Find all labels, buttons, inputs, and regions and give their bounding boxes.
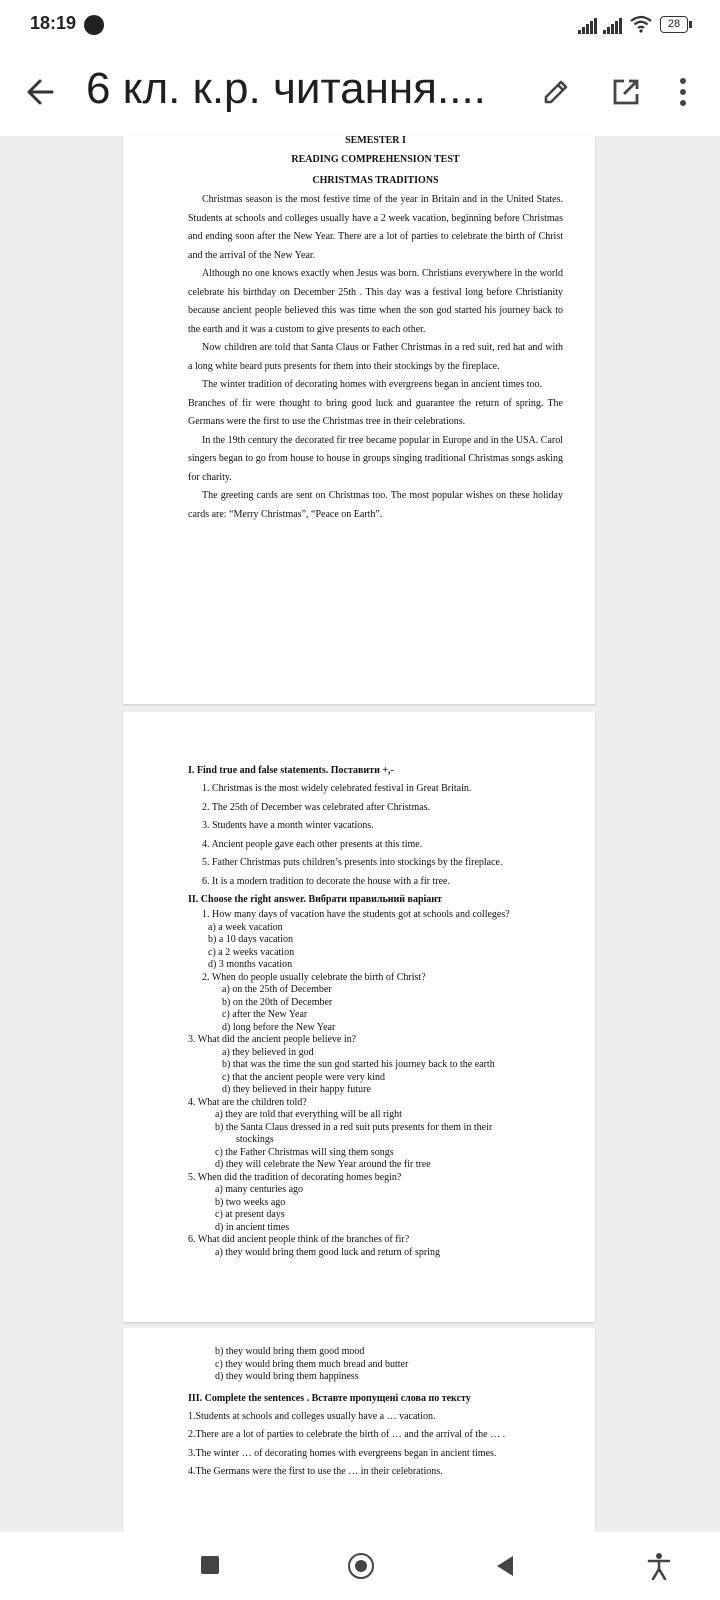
sentence-item: 1.Students at schools and colleges usually have a … vacation. bbox=[188, 1410, 436, 1422]
question-line: a) many centuries ago bbox=[215, 1184, 304, 1195]
back-icon[interactable] bbox=[497, 1556, 513, 1576]
section-2-title: II. Choose the right answer. Вибрати правильний варіант bbox=[188, 894, 442, 905]
status-bar bbox=[0, 0, 720, 50]
question-line: 6. What did ancient people think of the branches of fir? bbox=[188, 1234, 410, 1245]
question-line: 5. When did the tradition of decorating homes begin? bbox=[188, 1171, 402, 1183]
more-options-icon[interactable] bbox=[677, 76, 689, 108]
question-line: c) after the New Year bbox=[222, 1009, 308, 1020]
question-line: a) a week vacation bbox=[208, 921, 283, 933]
question-line: 4. What are the children told? bbox=[188, 1096, 307, 1108]
status-time: 18:19 bbox=[30, 13, 77, 33]
open-external-icon[interactable] bbox=[610, 76, 642, 108]
question-line: a) on the 25th of December bbox=[222, 984, 332, 995]
section-1-title: I. Find true and false statements. Поставити +,- bbox=[188, 765, 394, 776]
question-line: 3. What did the ancient people believe in? bbox=[188, 1034, 357, 1045]
question-line: d) in ancient times bbox=[215, 1221, 290, 1233]
signal-icon-2 bbox=[603, 16, 623, 34]
sentence-item: 3.The winter … of decorating homes with evergreens began in ancient times. bbox=[188, 1447, 497, 1459]
page-2-content bbox=[188, 762, 563, 1259]
question-line: c) the Father Christmas will sing them songs bbox=[215, 1146, 394, 1158]
question-line: b) that was the time the sun god started his journey back to the earth bbox=[222, 1059, 495, 1070]
answer-option: d) they would bring them happiness bbox=[215, 1371, 359, 1382]
question-line: d) 3 months vacation bbox=[208, 959, 293, 970]
section-3-title: III. Complete the sentences . Вставте пропущені слова по тексту bbox=[188, 1392, 471, 1404]
paragraph: Now children are told that Santa Claus or Father Christmas in a red suit, red hat and with a long white beard puts presents for them into their stockings by the fireplace. bbox=[188, 342, 563, 372]
paragraph: Branches of fir were thought to bring good luck and guarantee the return of spring. The Germans were the first to use the Christmas tree in their celebrations. bbox=[188, 397, 563, 427]
question-line: d) they will celebrate the New Year around the fir tree bbox=[215, 1159, 431, 1170]
statement-item: 6. It is a modern tradition to decorate the house with a fir tree. bbox=[202, 875, 450, 887]
document-page-2 bbox=[123, 712, 595, 1322]
semester-heading: SEMESTER I bbox=[345, 135, 406, 146]
answer-option: b) they would bring them good mood bbox=[215, 1346, 365, 1357]
question-line: b) on the 20th of December bbox=[222, 996, 333, 1008]
wifi-icon bbox=[630, 15, 652, 33]
question-line: b) two weeks ago bbox=[215, 1196, 286, 1208]
question-line: stockings bbox=[236, 1134, 274, 1145]
paragraph: Christmas season is the most festive time of the year in Britain and in the United States. Students at schools and colleges usually have a 2 week vacation, beginning before Christmas and ending soon after the New Year. There are a lot of parties to celebrate the birth of Christ and the arrival of the New Year. bbox=[188, 194, 563, 261]
text-heading: CHRISTMAS TRADITIONS bbox=[312, 175, 439, 186]
page-1-content bbox=[188, 136, 563, 524]
question-line: d) long before the New Year bbox=[222, 1021, 336, 1033]
paragraph: Although no one knows exactly when Jesus was born. Christians everywhere in the world celebrate his birthday on December 25th . This day was a festival long before Christianity because ancient people believed this was time when the son god started his journey back to the earth and it was a custom to give presents to each other. bbox=[188, 268, 563, 335]
question-line: 2. When do people usually celebrate the birth of Christ? bbox=[202, 971, 426, 983]
statement-item: 3. Students have a month winter vacations. bbox=[202, 820, 374, 831]
statement-item: 4. Ancient people gave each other presents at this time. bbox=[202, 838, 423, 850]
statement-item: 2. The 25th of December was celebrated after Christmas. bbox=[202, 801, 431, 813]
question-line: b) a 10 days vacation bbox=[208, 934, 293, 945]
paragraph: The winter tradition of decorating homes with evergreens began in ancient times too. bbox=[202, 379, 542, 390]
sentence-item: 2.There are a lot of parties to celebrate the birth of … and the arrival of the … . bbox=[188, 1429, 506, 1440]
home-icon[interactable] bbox=[348, 1553, 374, 1579]
multiple-choice-list bbox=[188, 909, 563, 1259]
question-line: a) they would bring them good luck and return of spring bbox=[215, 1246, 440, 1258]
navigation-bar bbox=[0, 1532, 720, 1600]
page-3-content bbox=[188, 1346, 563, 1482]
app-bar bbox=[0, 50, 720, 136]
sentence-item: 4.The Germans were the first to use the … in their celebrations. bbox=[188, 1466, 443, 1477]
statement-item: 1. Christmas is the most widely celebrated festival in Great Britain. bbox=[202, 783, 472, 794]
recent-apps-icon[interactable] bbox=[201, 1556, 219, 1574]
edit-pencil-icon[interactable] bbox=[540, 76, 572, 108]
question-line: c) that the ancient people were very kind bbox=[222, 1071, 385, 1083]
statement-item: 5. Father Christmas puts children’s presents into stockings by the fireplace. bbox=[202, 857, 503, 868]
paragraph: The greeting cards are sent on Christmas too. The most popular wishes on these holiday cards are: “Merry Christmas”, “Peace on Earth”. bbox=[188, 490, 563, 520]
notification-icon bbox=[84, 15, 104, 35]
document-page-3 bbox=[123, 1328, 595, 1533]
paragraph: In the 19th century the decorated fir tree became popular in Europe and in the USA. Carol singers began to go from house to house in groups singing traditional Christmas songs asking for charity. bbox=[188, 434, 563, 483]
battery-indicator: 28 bbox=[660, 16, 688, 33]
test-heading: READING COMPREHENSION TEST bbox=[291, 154, 460, 165]
signal-icon bbox=[578, 16, 598, 34]
back-arrow-icon[interactable] bbox=[22, 72, 62, 112]
question-line: c) a 2 weeks vacation bbox=[208, 946, 295, 958]
accessibility-icon[interactable] bbox=[647, 1552, 671, 1580]
question-line: d) they believed in their happy future bbox=[222, 1084, 371, 1095]
question-line: b) the Santa Claus dressed in a red suit puts presents for them in their bbox=[215, 1121, 493, 1133]
question-line: c) at present days bbox=[215, 1209, 285, 1220]
question-line: a) they are told that everything will be all right bbox=[215, 1109, 402, 1120]
document-page-1 bbox=[123, 136, 595, 704]
question-line: 1. How many days of vacation have the students got at schools and colleges? bbox=[202, 909, 510, 920]
question-line: a) they believed in god bbox=[222, 1046, 314, 1058]
answer-option: c) they would bring them much bread and butter bbox=[215, 1358, 409, 1370]
document-title: 6 кл. к.р. читання.... bbox=[86, 64, 486, 113]
